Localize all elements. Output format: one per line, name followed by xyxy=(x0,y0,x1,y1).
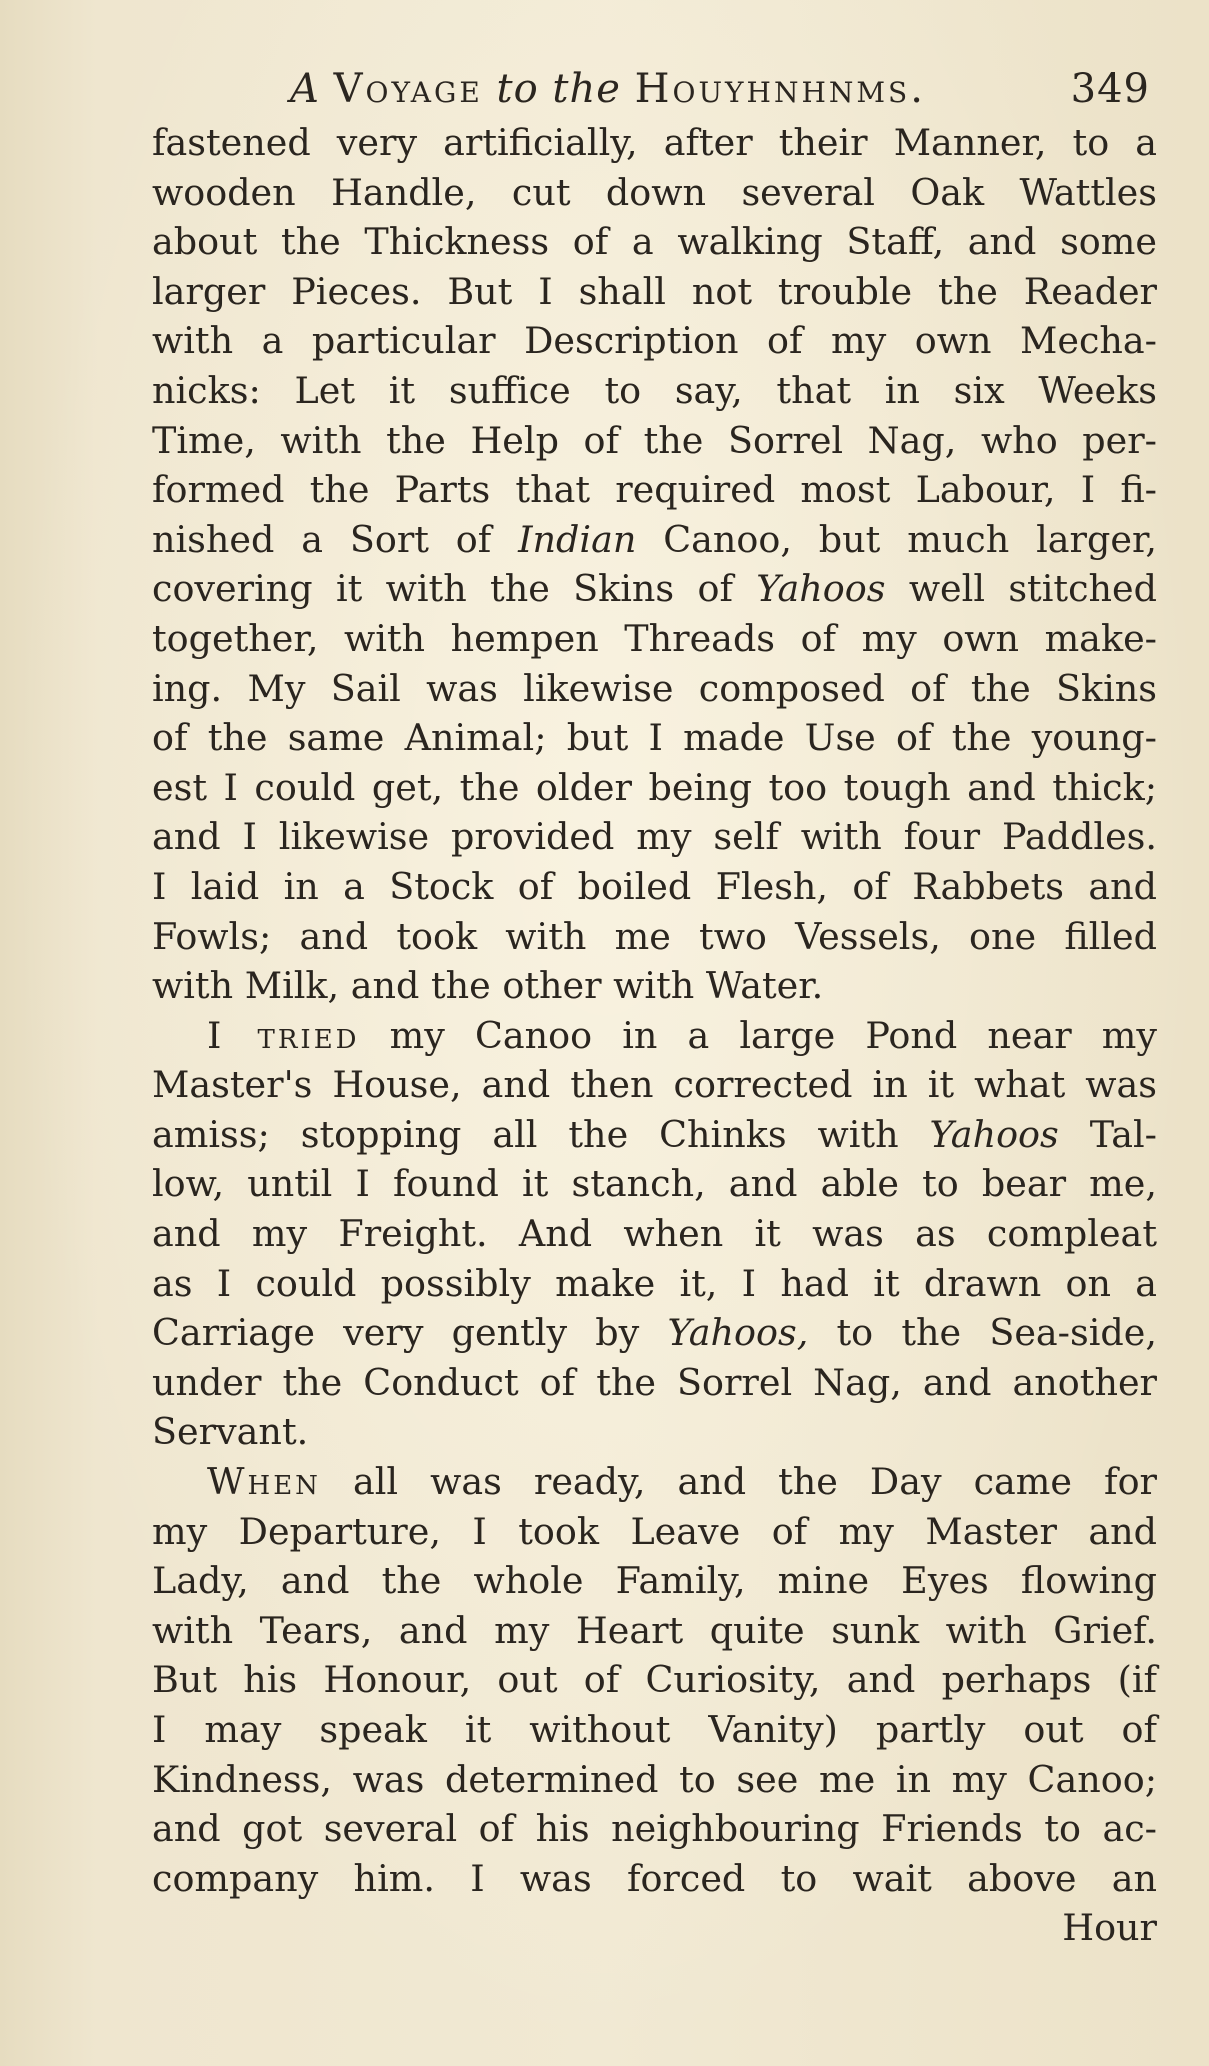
text-line: my Departure, I took Leave of my Master and xyxy=(152,1509,1157,1553)
text-line: with Milk, and the other with Water. xyxy=(152,964,824,1008)
running-head xyxy=(290,66,1150,126)
text-line: under the Conduct of the Sorrel Nag, and another xyxy=(152,1360,1157,1404)
text-run: Carriage very gently by xyxy=(152,1311,668,1355)
text-run: nished a Sort of xyxy=(152,517,519,561)
text-run: well stitched xyxy=(885,567,1157,611)
text-line: and got several of his neighbouring Friends to ac- xyxy=(152,1807,1157,1851)
text-line: fastened very artificially, after their Manner, to a xyxy=(152,121,1157,164)
text-line: Fowls; and took with me two Vessels, one filled xyxy=(152,914,1157,958)
body-text xyxy=(152,118,1157,1953)
italic-run: Yahoos xyxy=(929,1112,1059,1156)
text-line: I laid in a Stock of boiled Flesh, of Rabbets and xyxy=(152,864,1157,908)
text-run: Canoo, but much larger, xyxy=(636,517,1157,561)
text-line: Time, with the Help of the Sorrel Nag, who per- xyxy=(152,418,1157,462)
text-line: company him. I was forced to wait above an xyxy=(152,1856,1157,1900)
text-run: covering it with the Skins of xyxy=(152,567,757,611)
text-line: Lady, and the whole Family, mine Eyes flowing xyxy=(152,1559,1157,1603)
running-title-a: A xyxy=(290,66,320,112)
text-run: amiss; stopping all the Chinks with xyxy=(152,1112,930,1156)
catchword: Hour xyxy=(1062,1906,1157,1950)
text-line: I may speak it without Vanity) partly out of xyxy=(152,1708,1157,1751)
running-title-to-the: to the xyxy=(496,66,621,112)
page-number: 349 xyxy=(1070,66,1150,112)
text-line: low, until I found it stanch, and able to bear me, xyxy=(152,1162,1157,1206)
text-line xyxy=(152,1110,1157,1160)
text-run: to the Sea-side, xyxy=(808,1311,1157,1355)
text-line: formed the Parts that required most Labour, I fi- xyxy=(152,468,1157,512)
text-line: Master's House, and then corrected in it what was xyxy=(152,1063,1157,1107)
italic-run: Indian xyxy=(518,517,637,561)
running-title-houyhnhnms: Houyhnhnms. xyxy=(634,66,926,112)
text-line xyxy=(152,1308,1157,1358)
text-run: my Canoo in a large Pond near my xyxy=(359,1013,1157,1057)
text-line: about the Thickness of a walking Staff, and some xyxy=(152,220,1157,264)
running-title xyxy=(290,66,926,112)
text-line: wooden Handle, cut down several Oak Wattles xyxy=(152,170,1157,214)
text-line: Kindness, was determined to see me in my Canoo; xyxy=(152,1757,1157,1801)
text-line: est I could get, the older being too tough and thick; xyxy=(152,765,1157,809)
text-line: together, with hempen Threads of my own make- xyxy=(152,616,1157,660)
text-line: with Tears, and my Heart quite sunk with Grief. xyxy=(152,1608,1157,1652)
paragraph-3-first-line xyxy=(152,1457,1157,1507)
text-run: all was ready, and the Day came for xyxy=(320,1460,1157,1504)
text-line xyxy=(152,515,1157,565)
text-line: and I likewise provided my self with four Paddles. xyxy=(152,815,1157,859)
italic-run: Yahoos xyxy=(756,567,886,611)
text-line: with a particular Description of my own Mecha- xyxy=(152,319,1157,363)
text-line: as I could possibly make it, I had it drawn on a xyxy=(152,1261,1157,1305)
paragraph-2-lead: I tried xyxy=(207,1013,360,1057)
text-line: Servant. xyxy=(152,1410,309,1454)
text-line: But his Honour, out of Curiosity, and perhaps (if xyxy=(152,1658,1157,1702)
text-line: of the same Animal; but I made Use of the young- xyxy=(152,716,1157,760)
text-line: ing. My Sail was likewise composed of the Skins xyxy=(152,666,1157,710)
paragraph-2-first-line xyxy=(152,1011,1157,1061)
text-line: nicks: Let it suffice to say, that in six Weeks xyxy=(152,368,1157,412)
text-line: and my Freight. And when it was as compleat xyxy=(152,1212,1157,1256)
running-title-voyage: Voyage xyxy=(333,66,483,112)
italic-run: Yahoos, xyxy=(667,1311,809,1355)
text-line xyxy=(152,564,1157,614)
text-line: larger Pieces. But I shall not trouble the Reader xyxy=(152,269,1157,313)
paragraph-3-lead: When xyxy=(207,1460,321,1504)
text-run: Tal- xyxy=(1058,1112,1157,1156)
